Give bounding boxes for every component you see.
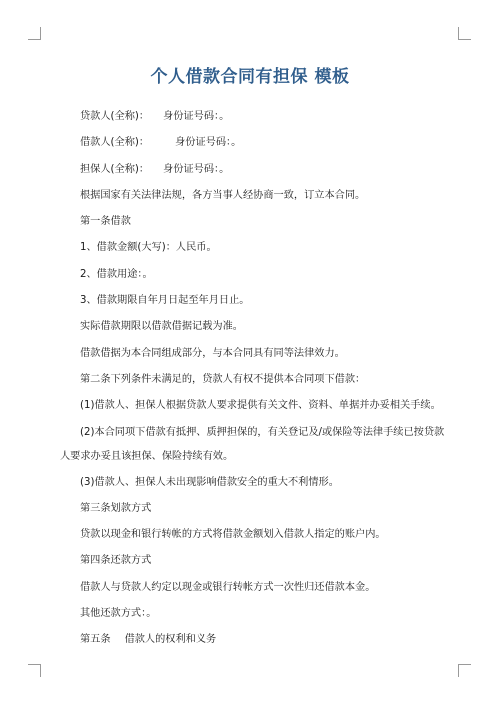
guarantor-id: 身份证号码：。 (163, 163, 230, 175)
borrower-label: 借款人(全称)： (80, 137, 150, 149)
section-title: 借款人的权利和义务 (124, 634, 217, 646)
lender-id: 身份证号码：。 (163, 111, 230, 122)
section-heading: 第二条下列条件未满足的，贷款人有权不提供本合同项下借款： (80, 373, 366, 385)
lender-label: 贷款人(全称)： (80, 111, 150, 122)
corner-mark-bottom-right (458, 664, 471, 677)
paragraph: (1)借款人、担保人根据贷款人要求提供有关文件、资料、单据并办妥相关手续。 (80, 400, 441, 412)
paragraph: 贷款以现金和银行转帐的方式将借款金额划入借款人指定的账户内。 (80, 529, 386, 541)
corner-mark-top-left (28, 27, 41, 40)
corner-mark-top-right (458, 27, 471, 40)
paragraph: 实际借款期限以借款借据记载为准。 (80, 321, 243, 333)
paragraph: 借款借据为本合同组成部分，与本合同具有同等法律效力。 (80, 347, 345, 359)
lender-line (60, 110, 450, 124)
borrower-line (60, 136, 450, 150)
borrower-id: 身份证号码：。 (175, 137, 242, 149)
paragraph: 其他还款方式：。 (80, 608, 157, 620)
paragraph: 3、借款期限自年月日起至年月日止。 (80, 295, 250, 307)
section-heading: 第一条借款 (80, 216, 131, 228)
guarantor-label: 担保人(全称)： (80, 163, 150, 175)
paragraph: 根据国家有关法律法规，各方当事人经协商一致，订立本合同。 (80, 189, 366, 201)
section-heading (60, 633, 450, 647)
paragraph: (2)本合同项下借款有抵押、质押担保的，有关登记及/或保险等法律手续已按贷款人要求办妥且该担保、保险持续有效。 (60, 426, 445, 462)
paragraph: 1、借款金额(大写)：人民币。 (80, 242, 217, 254)
section-heading: 第四条还款方式 (80, 555, 152, 567)
paragraph: 借款人与贷款人约定以现金或银行转帐方式一次性归还借款本金。 (80, 581, 376, 593)
section-number: 第五条 (80, 634, 111, 646)
guarantor-line (60, 163, 450, 177)
paragraph: 2、借款用途：。 (80, 268, 153, 280)
paragraph: (3)借款人、担保人未出现影响借款安全的重大不利情形。 (80, 476, 339, 488)
document-body (60, 110, 450, 660)
corner-mark-bottom-left (28, 664, 41, 677)
section-heading: 第三条划款方式 (80, 502, 152, 514)
document-title: 个人借款合同有担保 模板 (150, 67, 350, 87)
